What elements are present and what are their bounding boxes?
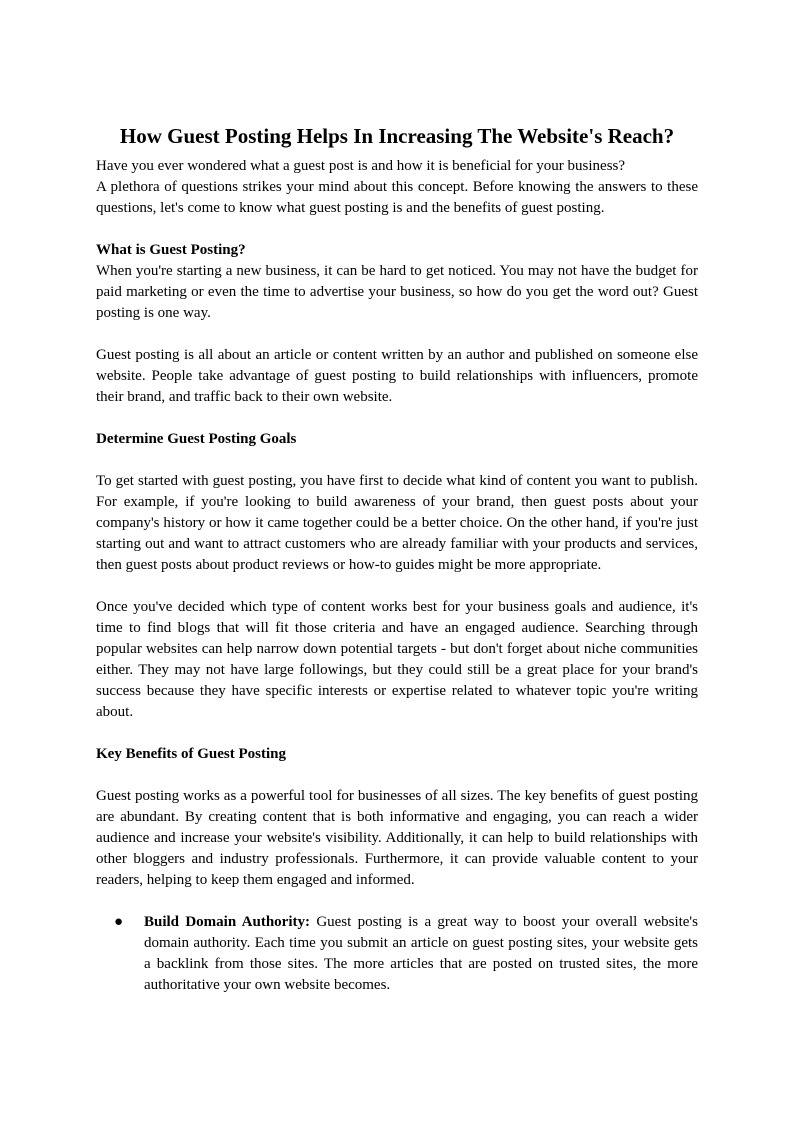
document-title: How Guest Posting Helps In Increasing The Website's Reach?: [119, 124, 675, 148]
spacer: [96, 219, 698, 240]
intro-line-2: A plethora of questions strikes your mind about this concept. Before knowing the answers to these questions, let's come to know what guest posting is and the benefits of guest posting.: [96, 179, 698, 216]
spacer: [96, 450, 698, 471]
spacer: [96, 408, 698, 429]
spacer: [96, 891, 698, 912]
section-heading-key-benefits: Key Benefits of Guest Posting: [96, 746, 286, 762]
document-page: [96, 122, 698, 996]
section2-paragraph-1: To get started with guest posting, you have first to decide what kind of content you want to publish. For example, if you're looking to build awareness of your brand, then guest posts about your company's history or how it came together could be a better choice. On the other hand, if you're just starting out and want to attract customers who are already familiar with your products and services, then guest posts about product reviews or how-to guides might be more appropriate.: [96, 473, 698, 573]
section1-paragraph-1: When you're starting a new business, it can be hard to get noticed. You may not have the budget for paid marketing or even the time to advertise your business, so how do you get the word out? Guest posting is one way.: [96, 263, 698, 321]
section3-paragraph-1: Guest posting works as a powerful tool for businesses of all sizes. The key benefits of guest posting are abundant. By creating content that is both informative and engaging, you can reach a wider audience and increase your website's visibility. Additionally, it can help to build relationships with other bloggers and industry professionals. Furthermore, it can provide valuable content to your readers, helping to keep them engaged and informed.: [96, 788, 698, 888]
section-heading-determine-goals: Determine Guest Posting Goals: [96, 431, 297, 447]
spacer: [96, 324, 698, 345]
section1-paragraph-2: Guest posting is all about an article or content written by an author and published on someone else website. People take advantage of guest posting to build relationships with influencers, promote their brand, and traffic back to their own website.: [96, 347, 698, 405]
section2-paragraph-2: Once you've decided which type of content works best for your business goals and audience, it's time to find blogs that will fit those criteria and have an engaged audience. Searching through popular websites can help narrow down potential targets - but don't forget about niche communities either. They may not have large followings, but they could still be a great place for your brand's success because they have specific interests or expertise related to whatever topic you're writing about.: [96, 599, 698, 720]
bullet-text: Guest posting is a great way to boost your overall website's domain authority. Each time you submit an article on guest posting sites, your website gets a backlink from those sites. The more articles that are posted on trusted sites, the more authoritative your own website becomes.: [144, 914, 698, 993]
intro-line-1: Have you ever wondered what a guest post is and how it is beneficial for your business?: [96, 158, 626, 174]
spacer: [96, 765, 698, 786]
spacer: [96, 723, 698, 744]
spacer: [96, 576, 698, 597]
list-item: [96, 912, 698, 996]
bullet-lead: Build Domain Authority:: [144, 914, 310, 930]
section-heading-what-is-guest-posting: What is Guest Posting?: [96, 242, 246, 258]
bullet-icon: ●: [114, 914, 124, 930]
benefits-list: [96, 912, 698, 996]
